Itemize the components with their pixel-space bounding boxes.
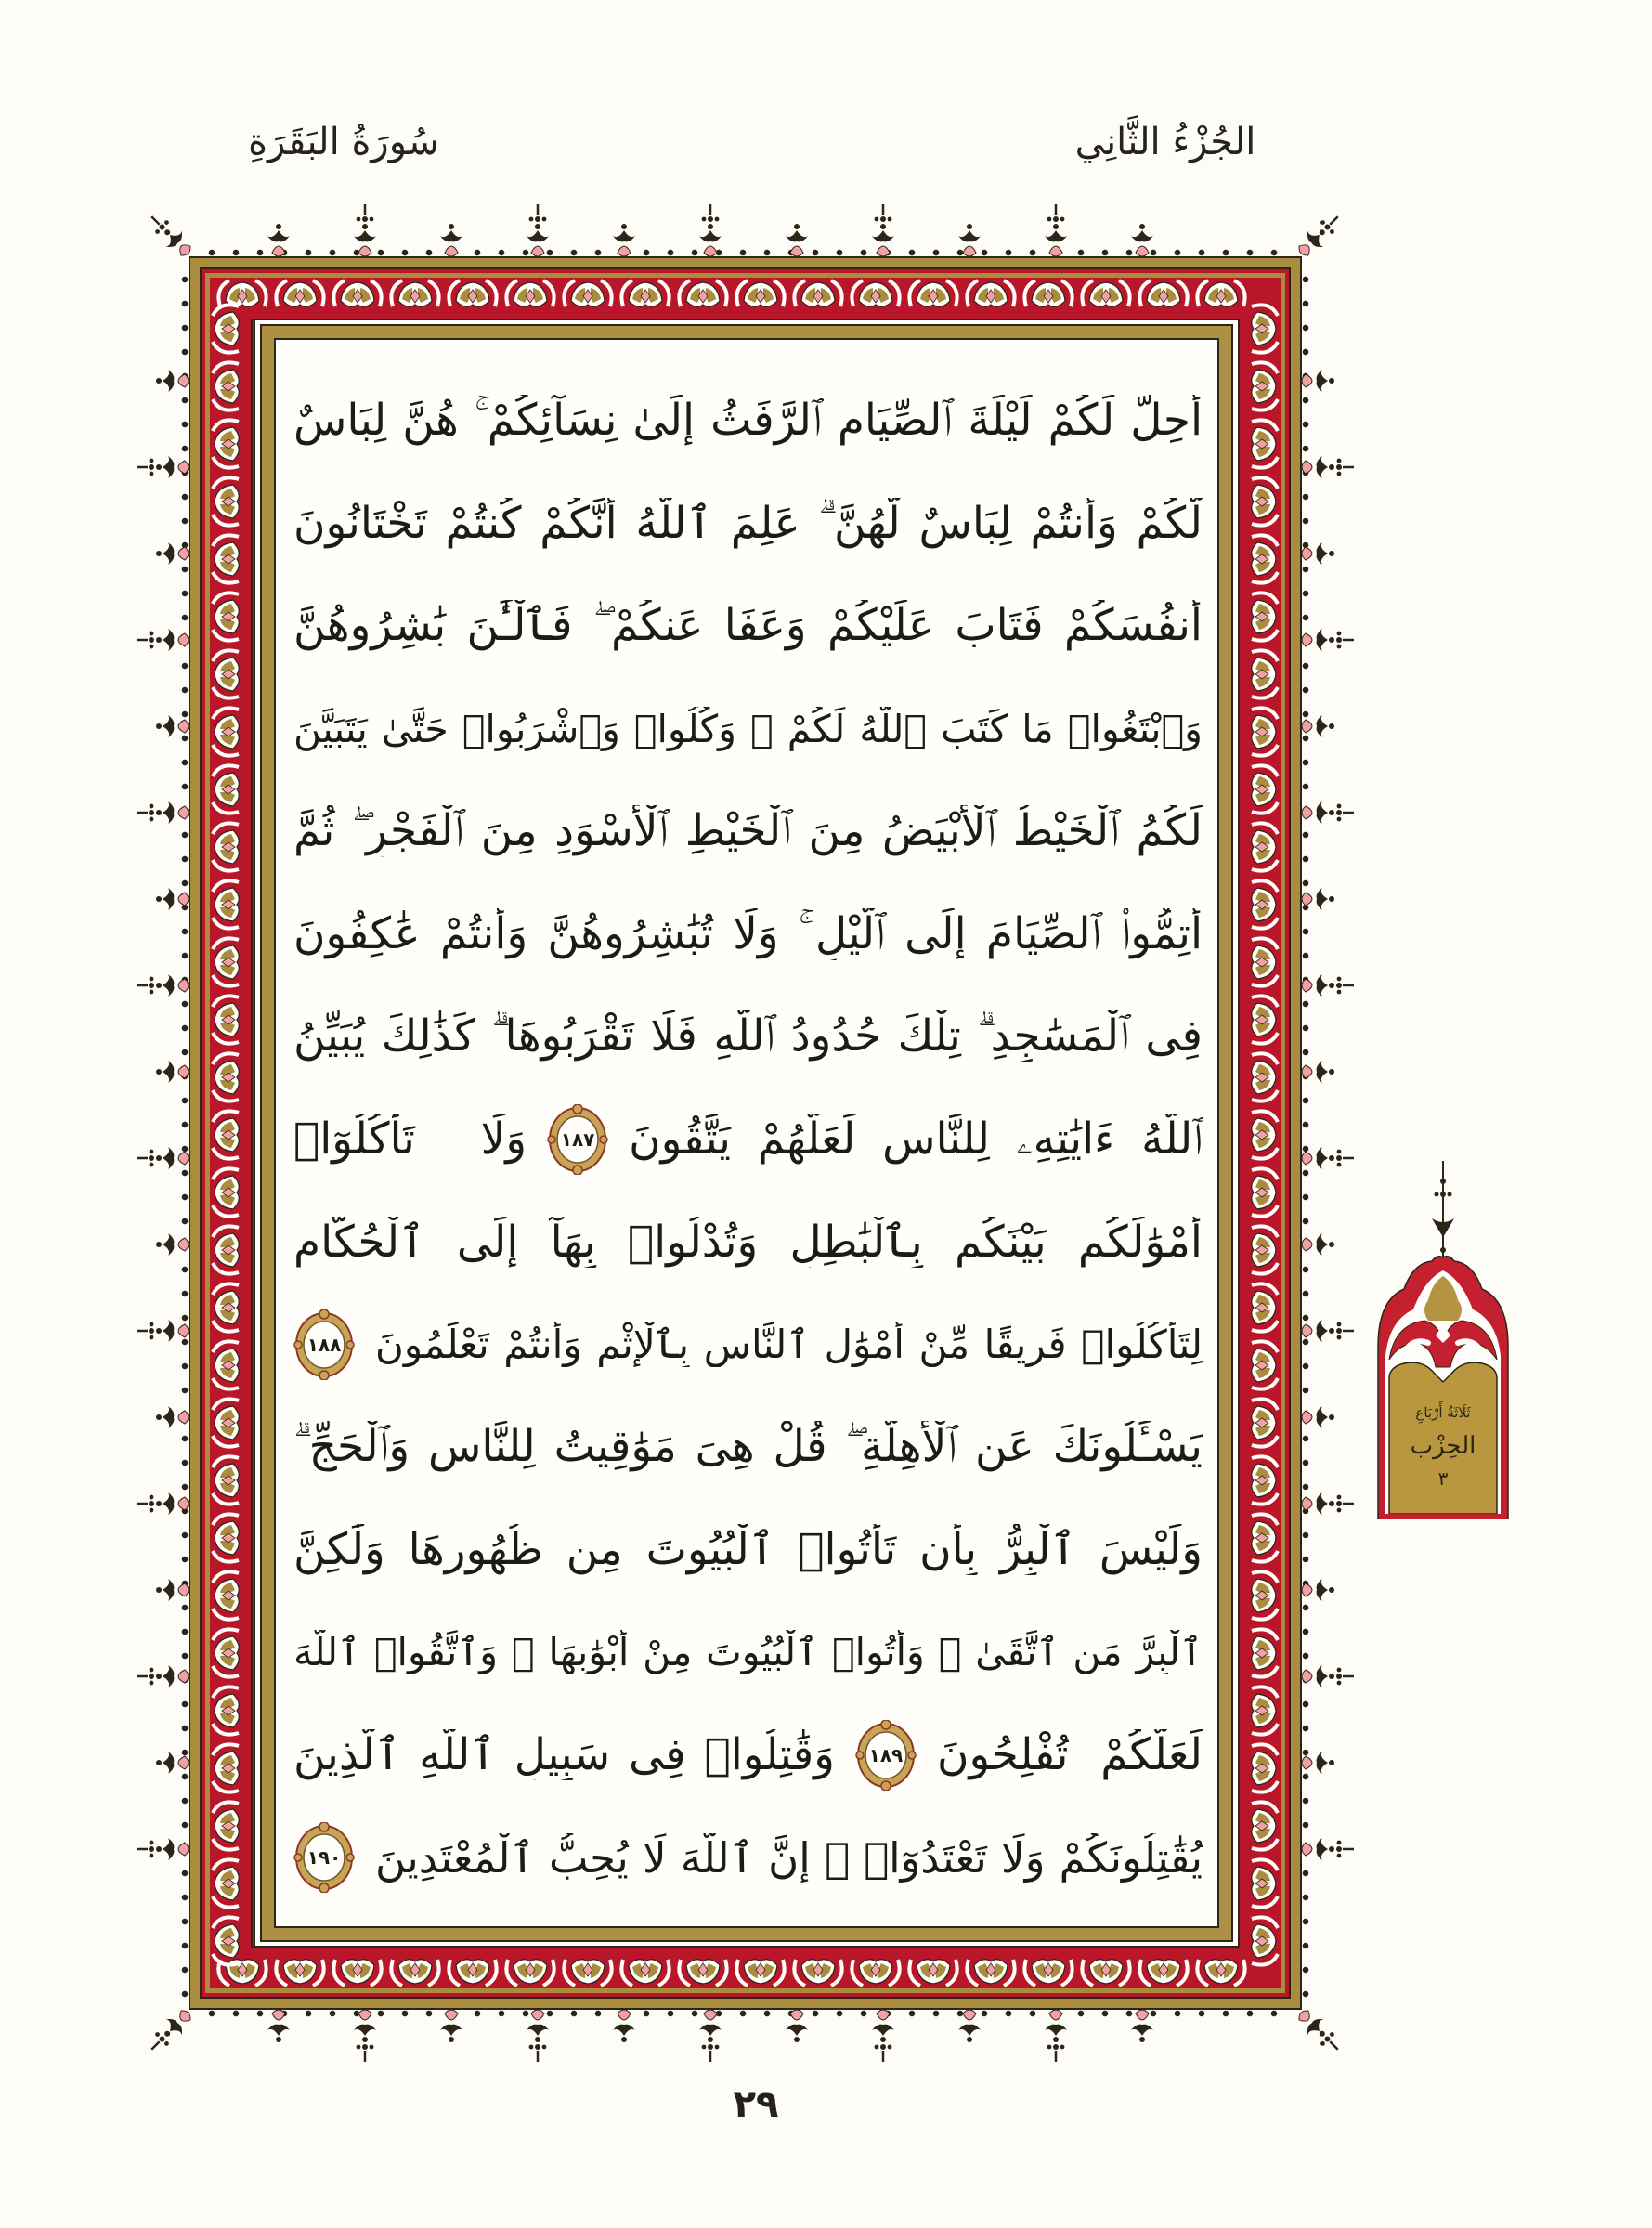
finial-corner	[1294, 2005, 1346, 2058]
text-line	[293, 1399, 1203, 1495]
header-surah-title: سُورَةُ البَقَرَةِ	[248, 121, 439, 163]
text-line	[293, 1091, 1203, 1188]
hizb-quarter-label: ثَلَاثَةُ أَرْبَاعِ	[1415, 1404, 1471, 1421]
verse-text: وَقَٰتِلُوا۟ فِى سَبِيلِ ٱللَّهِ ٱلَّذِينَ	[293, 1729, 835, 1780]
finial-right	[1302, 1838, 1354, 1860]
verse-text: لَكُمُ ٱلْخَيْطُ ٱلْأَبْيَضُ مِنَ ٱلْخَيْطِ ٱلْأَسْوَدِ مِنَ ٱلْفَجْرِ ۖ ثُمَّ	[293, 805, 1203, 856]
hizb-marker	[1376, 1161, 1510, 1519]
text-line	[293, 988, 1203, 1085]
verse-text: وَٱبْتَغُوا۟ مَا كَتَبَ ٱللَّهُ لَكُمْ ۚ وَكُلُوا۟ وَٱشْرَبُوا۟ حَتَّىٰ يَتَبَيَّنَ	[293, 706, 1203, 751]
finial-right	[1302, 974, 1354, 997]
text-line	[293, 1707, 1203, 1804]
border-dots-right	[1302, 267, 1309, 1999]
page-number: ٢٩	[733, 2083, 779, 2126]
text-line	[293, 476, 1203, 572]
verse-text: فِى ٱلْمَسَٰجِدِ ۗ تِلْكَ حُدُودُ ٱللَّهِ فَلَا تَقْرَبُوهَا ۗ كَذَٰلِكَ يُبَيِّنُ	[293, 1010, 1203, 1062]
border-dots-top	[200, 249, 1291, 256]
finial-bottom	[354, 2010, 376, 2062]
text-line	[293, 372, 1203, 469]
text-line	[293, 1502, 1203, 1598]
verse-text: ٱلْبِرَّ مَنِ ٱتَّقَىٰ ۗ وَأْتُوا۟ ٱلْبُيُوتَ مِنْ أَبْوَٰبِهَا ۚ وَٱتَّقُوا۟ ٱللَّهَ	[293, 1630, 1203, 1674]
text-line	[293, 1193, 1203, 1290]
finial-bottom	[527, 2010, 549, 2062]
ayah-number: ١٨٧	[560, 1127, 595, 1151]
ayah-number: ١٨٩	[868, 1743, 904, 1766]
verse-text: لَّكُمْ وَأَنتُمْ لِبَاسٌ لَّهُنَّ ۗ عَلِمَ ٱللَّهُ أَنَّكُمْ كُنتُمْ تَخْتَانُونَ	[293, 497, 1203, 549]
finial-right	[1302, 1147, 1354, 1169]
finial-bottom	[699, 2010, 722, 2062]
verse-text: أَمْوَٰلَكُم بَيْنَكُم بِٱلْبَٰطِلِ وَتُدْلُوا۟ بِهَآ إِلَى ٱلْحُكَّامِ	[293, 1216, 1203, 1268]
finial-right	[1302, 1492, 1354, 1515]
finial-right	[1302, 801, 1354, 824]
ayah-number-marker	[293, 1309, 355, 1380]
text-line	[293, 578, 1203, 674]
header-juz-title: الجُزْءُ الثَّانِي	[1074, 121, 1256, 163]
verse-text: أَنفُسَكُمْ فَتَابَ عَلَيْكُمْ وَعَفَا عَنكُمْ ۖ فَٱلْـَٰٔنَ بَٰشِرُوهُنَّ	[293, 600, 1203, 651]
finial-right	[1302, 629, 1354, 651]
text-line	[293, 1296, 1203, 1393]
ayah-number: ١٨٨	[306, 1333, 342, 1356]
finial-corner	[1294, 209, 1346, 262]
ayah-number: ١٩٠	[306, 1846, 342, 1869]
quran-text-area	[277, 341, 1219, 1924]
finial-corner	[144, 2005, 197, 2058]
finial-bottom	[1045, 2010, 1067, 2062]
verse-text: لِتَأْكُلُوا۟ فَرِيقًا مِّنْ أَمْوَٰلِ ٱلنَّاسِ بِٱلْإِثْمِ وَأَنتُمْ تَعْلَمُونَ	[375, 1322, 1203, 1367]
finial-right	[1302, 1320, 1354, 1342]
hizb-label: الحِزْب	[1410, 1432, 1476, 1460]
hizb-arch-icon	[1376, 1161, 1510, 1519]
hizb-number: ٣	[1437, 1467, 1449, 1490]
border-dots-bottom	[200, 2010, 1291, 2017]
verse-text: يَسْـَٔلُونَكَ عَنِ ٱلْأَهِلَّةِ ۖ قُلْ هِىَ مَوَٰقِيتُ لِلنَّاسِ وَٱلْحَجِّ ۗ	[293, 1421, 1203, 1472]
verse-text: لَعَلَّكُمْ تُفْلِحُونَ	[936, 1729, 1203, 1780]
text-line	[293, 783, 1203, 879]
verse-text: وَلَيْسَ ٱلْبِرُّ بِأَن تَأْتُوا۟ ٱلْبُيُوتَ مِن ظُهُورِهَا وَلَٰكِنَّ	[293, 1524, 1203, 1575]
finial-corner	[144, 209, 197, 262]
finial-right	[1302, 1665, 1354, 1687]
verse-text: ٱللَّهُ ءَايَٰتِهِۦ لِلنَّاسِ لَعَلَّهُمْ يَتَّقُونَ	[629, 1113, 1203, 1165]
verse-text: أَتِمُّوا۟ ٱلصِّيَامَ إِلَى ٱلَّيْلِ ۚ وَلَا تُبَٰشِرُوهُنَّ وَأَنتُمْ عَٰكِفُونَ	[293, 907, 1203, 959]
verse-text: أُحِلَّ لَكُمْ لَيْلَةَ ٱلصِّيَامِ ٱلرَّفَثُ إِلَىٰ نِسَآئِكُمْ ۚ هُنَّ لِبَاسٌ	[293, 395, 1203, 446]
text-line	[293, 886, 1203, 983]
verse-text: وَلَا تَأْكُلُوٓا۟	[293, 1114, 527, 1165]
text-line	[293, 1604, 1203, 1700]
ayah-number-marker	[547, 1104, 608, 1175]
finial-right	[1302, 456, 1354, 478]
ayah-number-marker	[855, 1720, 917, 1791]
finial-bottom	[872, 2010, 894, 2062]
text-line	[293, 681, 1203, 777]
verse-text: يُقَٰتِلُونَكُمْ وَلَا تَعْتَدُوٓا۟ ۚ إِنَّ ٱللَّهَ لَا يُحِبُّ ٱلْمُعْتَدِينَ	[375, 1832, 1203, 1883]
text-line	[293, 1809, 1203, 1906]
border-dots-left	[181, 267, 189, 1999]
ayah-number-marker	[293, 1822, 355, 1893]
